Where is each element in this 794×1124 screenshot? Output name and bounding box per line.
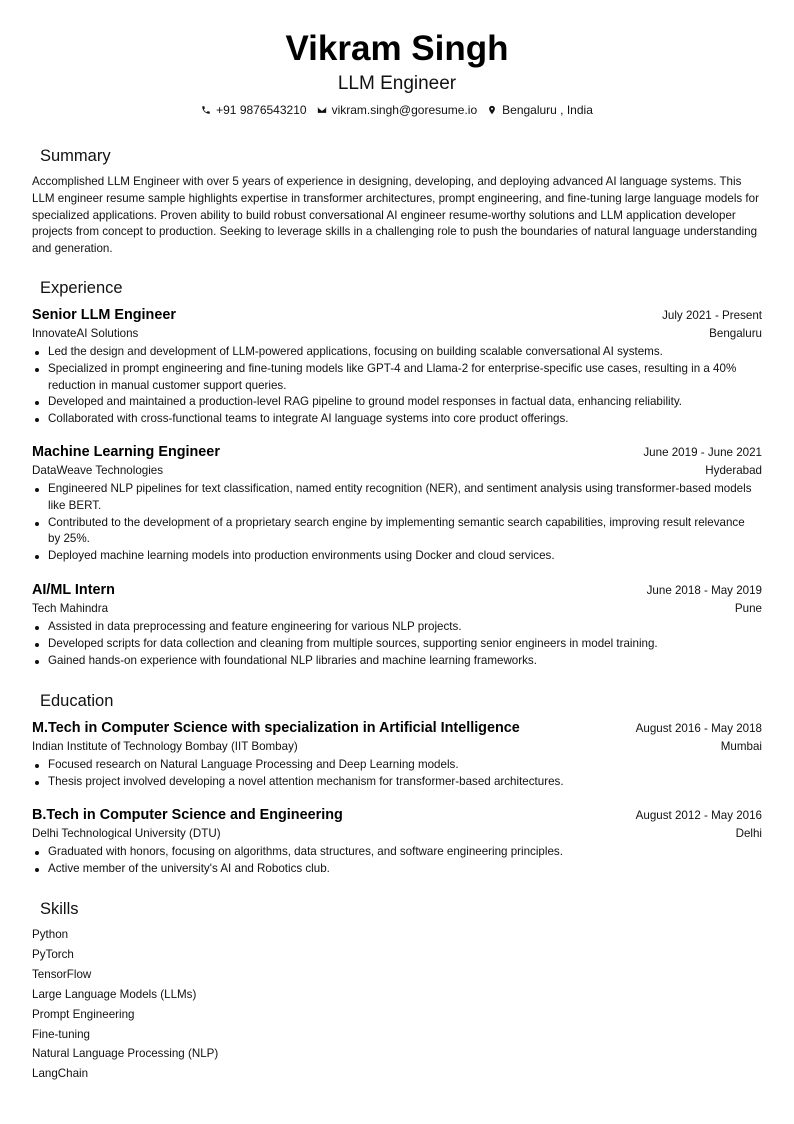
bullet-dot: [35, 851, 39, 855]
job-dates: June 2019 - June 2021: [643, 446, 762, 459]
bullet-text: Gained hands-on experience with foundational NLP libraries and machine learning frameworks.: [48, 653, 537, 667]
contact-phone[interactable]: [201, 101, 306, 119]
bullet-item: [32, 548, 762, 565]
bullet-text: Led the design and development of LLM-powered applications, focusing on building scalable conversational AI systems.: [48, 345, 663, 358]
bullet-item: [32, 774, 762, 791]
bullet-item: [32, 653, 762, 670]
bullet-dot: [35, 351, 39, 355]
bullet-dot: [35, 781, 39, 785]
skill-item: Natural Language Processing (NLP): [32, 1047, 219, 1061]
phone-icon: [201, 105, 211, 115]
degree-bullets: [32, 757, 762, 791]
degree-title: M.Tech in Computer Science with specialization in Artificial Intelligence: [32, 720, 520, 736]
summary-heading: Summary: [40, 147, 111, 165]
bullet-item: [32, 394, 762, 411]
experience-entry: [32, 443, 762, 565]
bullet-item: [32, 361, 762, 395]
bullet-text: Developed scripts for data collection and cleaning from multiple sources, supporting senior engineers in model training.: [48, 636, 658, 650]
email-text: vikram.singh@goresume.io: [331, 103, 478, 117]
bullet-dot: [35, 868, 39, 872]
skills-list: [32, 925, 762, 1084]
job-dates: July 2021 - Present: [662, 309, 762, 322]
skill-item: LangChain: [32, 1067, 89, 1081]
skill-item: PyTorch: [32, 947, 74, 961]
bullet-dot: [35, 626, 39, 630]
bullet-dot: [35, 488, 39, 492]
candidate-name: Vikram Singh: [285, 29, 509, 68]
degree-dates: August 2016 - May 2018: [635, 722, 762, 735]
candidate-role: LLM Engineer: [337, 73, 457, 94]
bullet-text: Engineered NLP pipelines for text classification, named entity recognition (NER), and sentiment analysis using transformer-based models like BERT.: [48, 482, 752, 512]
envelope-icon: [317, 105, 327, 115]
bullet-item: [32, 619, 762, 636]
education-entry: [32, 719, 762, 791]
institution-name: Delhi Technological University (DTU): [32, 827, 221, 840]
bullet-item: [32, 861, 762, 878]
bullet-item: [32, 844, 762, 861]
contact-email[interactable]: [317, 101, 478, 119]
location-text: Bengaluru , India: [502, 103, 593, 117]
institution-location: Delhi: [735, 827, 762, 840]
bullet-text: Contributed to the development of a proprietary search engine by implementing semantic search capabilities, improving result relevance by 25%.: [48, 515, 745, 546]
job-bullets: [32, 481, 762, 565]
summary-text: Accomplished LLM Engineer with over 5 years of experience in designing, developing, and deploying advanced AI language systems. This LLM engineer resume sample highlights expertise in transformer architectures, prompt engineering, and fine-tuning large language models for specialized applications. Proven ability to build robust conversational AI engineer resume-worthy solutions and LLM application developer projects from concept to production. Seeking to leverage skills in a challenging role to push the boundaries of natural language understanding and generation.: [32, 175, 759, 256]
job-location: Pune: [734, 602, 762, 615]
experience-entry: [32, 581, 762, 669]
bullet-dot: [35, 522, 39, 526]
bullet-text: Active member of the university's AI and Robotics club.: [48, 861, 330, 875]
bullet-text: Thesis project involved developing a novel attention mechanism for transformer-based architectures.: [48, 774, 564, 788]
company-name: Tech Mahindra: [32, 602, 109, 615]
bullet-dot: [35, 401, 39, 405]
bullet-text: Specialized in prompt engineering and fine-tuning models like GPT-4 and Llama-2 for enterprise-specific use cases, resulting in a 40% reduction in manual customer support queries.: [48, 361, 737, 392]
bullet-text: Deployed machine learning models into production environments using Docker and cloud services.: [48, 549, 555, 563]
education-entry: [32, 806, 762, 878]
bullet-dot: [35, 368, 39, 372]
company-name: DataWeave Technologies: [32, 464, 164, 477]
experience-entry: [32, 306, 762, 428]
skill-item: TensorFlow: [32, 967, 92, 981]
skill-item: Large Language Models (LLMs): [32, 987, 197, 1001]
degree-bullets: [32, 844, 762, 878]
skill-item: Python: [32, 928, 69, 941]
skill-item: Fine-tuning: [32, 1027, 91, 1041]
job-title: Machine Learning Engineer: [32, 444, 220, 460]
skills-heading: Skills: [40, 900, 79, 918]
experience-heading: Experience: [40, 279, 123, 297]
bullet-item: [32, 481, 762, 515]
bullet-text: Focused research on Natural Language Processing and Deep Learning models.: [48, 758, 459, 771]
education-heading: Education: [40, 692, 114, 710]
bullet-text: Graduated with honors, focusing on algorithms, data structures, and software engineering principles.: [48, 845, 563, 858]
bullet-item: [32, 636, 762, 653]
job-dates: June 2018 - May 2019: [646, 584, 762, 597]
bullet-text: Assisted in data preprocessing and feature engineering for various NLP projects.: [48, 620, 462, 633]
bullet-item: [32, 757, 762, 774]
bullet-item: [32, 344, 762, 361]
job-title: AI/ML Intern: [32, 582, 115, 598]
job-location: Bengaluru: [709, 327, 762, 340]
job-title: Senior LLM Engineer: [32, 307, 176, 323]
degree-title: B.Tech in Computer Science and Engineering: [32, 807, 343, 823]
phone-text: +91 9876543210: [216, 103, 307, 117]
contact-bar: [32, 101, 762, 119]
bullet-text: Collaborated with cross-functional teams to integrate AI language systems into core product offerings.: [48, 412, 569, 426]
skill-item: Prompt Engineering: [32, 1007, 135, 1021]
bullet-dot: [35, 660, 39, 664]
institution-name: Indian Institute of Technology Bombay (IIT Bombay): [32, 740, 298, 753]
bullet-item: [32, 515, 762, 549]
bullet-item: [32, 411, 762, 428]
bullet-dot: [35, 555, 39, 559]
job-bullets: [32, 619, 762, 669]
bullet-dot: [35, 764, 39, 768]
job-location: Hyderabad: [705, 464, 762, 477]
bullet-dot: [35, 418, 39, 422]
job-bullets: [32, 344, 762, 428]
bullet-text: Developed and maintained a production-level RAG pipeline to ground model responses in factual data, enhancing reliability.: [48, 395, 682, 409]
contact-location: [487, 101, 593, 119]
degree-dates: August 2012 - May 2016: [635, 809, 762, 822]
map-pin-icon: [487, 105, 497, 115]
bullet-dot: [35, 643, 39, 647]
company-name: InnovateAI Solutions: [32, 327, 139, 340]
institution-location: Mumbai: [720, 740, 762, 753]
